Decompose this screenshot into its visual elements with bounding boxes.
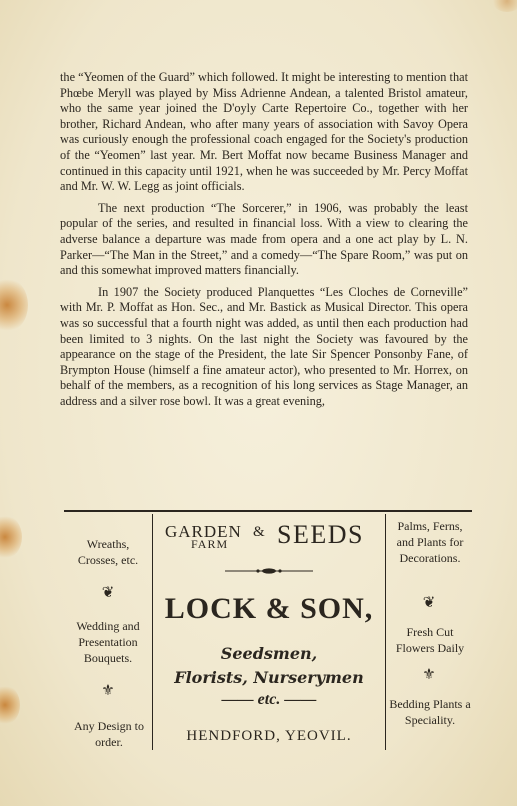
left-item-design: Any Design to order. [74,719,144,749]
ampersand-label: & [253,524,265,540]
right-item-flowers: Fresh Cut Flowers Daily [395,625,465,655]
ornamental-divider [225,568,313,574]
advert-top-rule [64,510,472,512]
leaf-ornament-icon: ❦ [422,595,436,611]
trade-seedsmen: Seedsmen, [220,644,318,663]
advert-right-column [384,514,474,750]
right-item-palms: Palms, Ferns, and Plants for Decorations. [396,519,464,565]
article-paragraph: the “Yeomen of the Guard” which followed. It might be interesting to mention that Phœbe Meryll was played by Miss Adrienne Andean, a talented Bristol amateur, who the same year joined the D'oyly Carte Repertoire Co., together with her brother, Richard Andean, who after many years of association with Savoy Opera was curiously enough the professional coach engaged for the Society's production of the “Yeomen” last year. Mr. Bert Moffat now became Business Manager and continued in this capacity until 1921, when he was succeeded by Mr. Percy Moffat and Mr. W. W. Legg as joint officials. [60,70,468,194]
flower-ornament-icon: ⚜ [422,667,436,683]
leaf-ornament-icon: ❦ [101,585,115,601]
article-text [60,70,468,409]
advert-left-column [64,514,152,750]
garden-farm-seeds-heading [153,520,385,554]
left-item-bouquets: Wedding and Presentation Bouquets. [76,619,140,665]
stain-top-right [492,0,517,12]
left-item-wreaths: Wreaths, Crosses, etc. [77,537,139,567]
article-paragraph: In 1907 the Society produced Planquettes “Les Cloches de Corneville” with Mr. P. Moffat as Hon. Sec., and Mr. Bastick as Musical Director. This opera was so successful that a fourth night was added, as until then each production had been limited to 3 nights. On the last night the Society was favoured by the appearance on the stage of the President, the late Sir Spencer Ponsonby Fane, of Brympton House (himself a fine amateur actor), who presented to Mr. Horrex, on behalf of the members, as a recognition of his long services as Stage Manager, an address and a silver rose bowl. It was a great evening, [60,284,468,408]
trade-etc: —— etc. —— [221,691,317,708]
address: HENDFORD, YEOVIL. [186,728,352,744]
right-item-bedding: Bedding Plants a Speciality. [389,697,471,727]
advert-center-column [152,514,386,750]
stain-left-1 [0,278,28,332]
farm-label: FARM [191,537,229,551]
seeds-label: SEEDS [277,520,364,549]
article-paragraph: The next production “The Sorcerer,” in 1906, was probably the least popular of the series, and resulted in financial loss. With a view to clearing the adverse balance a departure was made from opera and a one act play by L. N. Parker—“The Man in the Street,” and a comedy—“The Spare Room,” was put on and this somewhat improved matters financially. [60,200,468,278]
flower-ornament-icon: ⚜ [101,683,115,699]
garden-label: GARDEN [165,522,242,541]
company-name: LOCK & SON, [164,592,374,625]
stain-left-2 [0,515,22,559]
stain-left-3 [0,685,20,725]
trade-florists: Florists, Nurserymen [174,668,364,687]
advertisement [64,514,472,750]
